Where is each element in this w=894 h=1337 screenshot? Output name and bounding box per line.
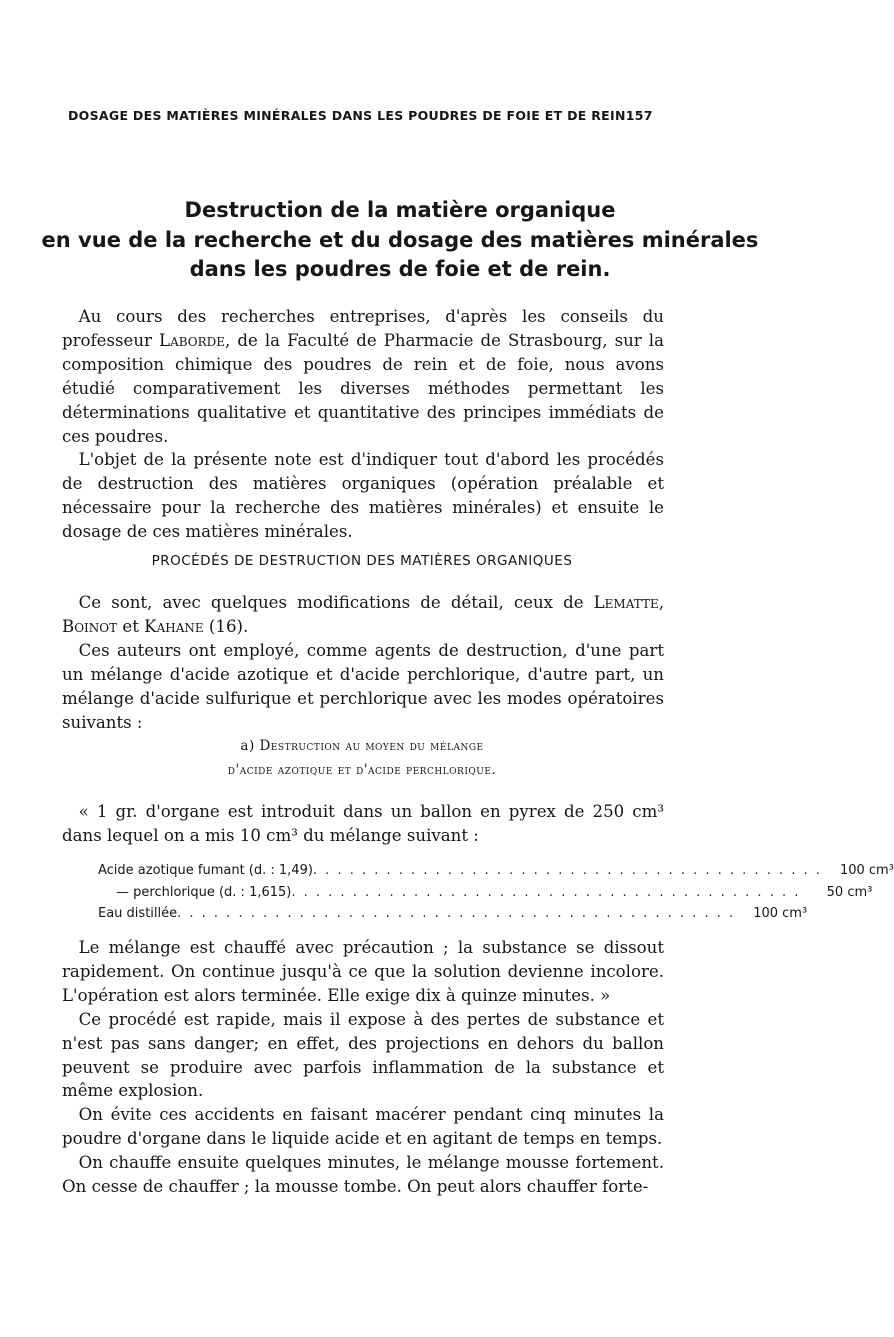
intro-paragraph-2: L'objet de la présente note est d'indiquer tout d'abord les procédés de destruction des matières organiques (opération préalable et nécessaire pour la recherche des matières minérales) et ensuite le dosage de ces matières minérales. (62, 450, 664, 542)
recipe-row: Acide azotique fumant (d. : 1,49) . . . . . . . . . . . . . . . . . . . . . . . . . . . . . . . . . . . . . . . . . . 100 cm³ (98, 863, 894, 878)
paragraph: On chauffe ensuite quelques minutes, le mélange mousse fortement. On cesse de chauffer ; la mousse tombe. On peut alors chauffer forte- (62, 1153, 664, 1197)
author-name: Kahane (144, 616, 204, 636)
article-title (30, 196, 770, 285)
after-recipe-text (62, 936, 664, 1199)
section-paragraph-2: Ces auteurs ont employé, comme agents de destruction, d'une part un mélange d'acide azotique et d'acide perchlorique, d'autre part, un mélange d'acide sulfurique et perchlorique avec les modes opératoires suivants : (62, 640, 664, 732)
recipe-row: — perchlorique (d. : 1,615) . . . . . . . . . . . . . . . . . . . . . . . . . . . . . . . . . . . . . . . . . . 50 cm³ (116, 884, 873, 900)
recipe-row: Eau distillée . . . . . . . . . . . . . . . . . . . . . . . . . . . . . . . . . . . . . . . . . . . . . . 100 cm³ (98, 906, 808, 921)
title-line-1: Destruction de la matière organique (184, 198, 616, 222)
paragraph: On évite ces accidents en faisant macérer pendant cinq minutes la poudre d'organe dans le liquide acide et en agitant de temps en temps. (62, 1105, 664, 1149)
procedure-paragraph: « 1 gr. d'organe est introduit dans un ballon en pyrex de 250 cm³ dans lequel on a mis 10 cm³ du mélange suivant : (62, 802, 664, 845)
running-head-text: DOSAGE DES MATIÈRES MINÉRALES DANS LES POUDRES DE FOIE ET DE REIN (68, 108, 626, 123)
title-line-3: dans les poudres de foie et de rein. (189, 257, 611, 281)
subsection-line-1: a) Destruction au moyen du mélange (240, 738, 484, 754)
recipe-table (98, 860, 894, 925)
subsection-letter: a) (240, 738, 255, 754)
intro-paragraph-1: Au cours des recherches entreprises, d'après les conseils du professeur Laborde, de la Faculté de Pharmacie de Strasbourg, sur la composition chimique des poudres de rein et de foie, nous avons étudié comparativement les diverses méthodes permettant les déterminations qualitative et quantitative des principes immédiats de ces poudres. (62, 307, 664, 446)
paragraph: Ce procédé est rapide, mais il expose à des pertes de substance et n'est pas sans danger; en effet, des projections en dehors du ballon peuvent se produire avec parfois inflammation de la substance et même explosion. (62, 1009, 664, 1101)
author-name: Lematte (593, 593, 659, 612)
running-head (68, 108, 653, 123)
subsection-line-2: d'acide azotique et d'acide perchlorique. (227, 762, 497, 778)
section-paragraph-1: Ce sont, avec quelques modifications de détail, ceux de Lematte, Boinot et Kahane (16). (62, 593, 664, 636)
subsection-heading (62, 734, 662, 782)
section-heading: PROCÉDÉS DE DESTRUCTION DES MATIÈRES ORGANIQUES (151, 553, 573, 569)
procedure-text (62, 800, 664, 848)
paragraph: Le mélange est chauffé avec précaution ; la substance se dissout rapidement. On continue jusqu'à ce que la solution devienne incolore. L'opération est alors terminée. Elle exige dix à quinze minutes. » (62, 938, 664, 1005)
section-text (62, 591, 664, 734)
author-name: Boinot (62, 616, 118, 636)
author-name: Laborde (159, 330, 226, 350)
title-line-2: en vue de la recherche et du dosage des matières minérales (41, 227, 759, 252)
intro-text (62, 305, 664, 544)
page-number: 157 (625, 108, 653, 123)
